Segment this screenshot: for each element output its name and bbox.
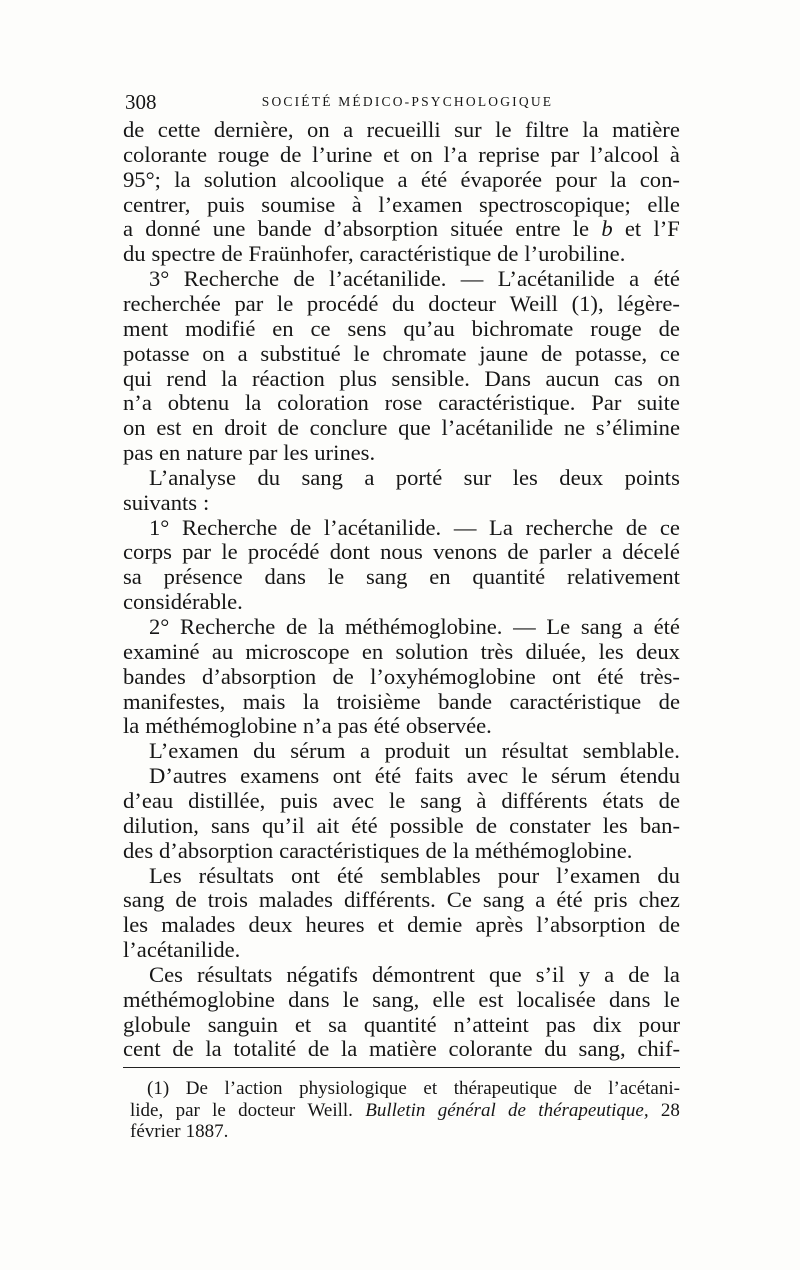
body-line: recherchée par le procédé du docteur Weill (1), légère- [123,290,680,316]
body-line: cent de la totalité de la matière colorante du sang, chif- [123,1036,680,1062]
body-line: bandes d’absorption de l’oxyhémoglobine ont été très- [123,663,680,689]
body-line: de cette dernière, on a recueilli sur le filtre la matière [123,117,680,142]
body-line: globule sanguin et sa quantité n’atteint pas dix pour [123,1011,680,1037]
body-line: d’eau distillée, puis avec le sang à différents états de [123,787,680,813]
body-line: sang de trois malades différents. Ce sang a été pris chez [123,887,680,913]
body-line: Ces résultats négatifs démontrent que s’il y a de la [149,961,680,987]
body-line: suivants : [123,489,210,515]
body-line: sa présence dans le sang en quantité relativement [123,564,680,590]
body-line: considérable. [123,589,243,615]
page-number: 308 [125,90,157,114]
body-line: corps par le procédé dont nous venons de parler a décelé [123,539,680,565]
body-line: dilution, sans qu’il ait été possible de constater les ban- [123,812,680,838]
footnote-rule [123,1067,680,1068]
body-line: qui rend la réaction plus sensible. Dans aucun cas on [123,365,680,391]
body-line: les malades deux heures et demie après l’absorption de [123,912,680,938]
body-line: 3° Recherche de l’acétanilide. — L’acétanilide a été [149,266,680,292]
footnote-line: lide, par le docteur Weill. Bulletin général de thérapeutique, 28 [130,1099,680,1121]
body-line: du spectre de Fraünhofer, caractéristique de l’urobiline. [123,241,626,267]
body-line: on est en droit de conclure que l’acétanilide ne s’élimine [123,415,680,441]
page-header [125,90,680,114]
running-title: SOCIÉTÉ MÉDICO-PSYCHOLOGIQUE [261,94,554,109]
body-line: méthémoglobine dans le sang, elle est localisée dans le [123,986,680,1012]
body-line: L’analyse du sang a porté sur les deux points [149,464,680,490]
footnote-line: (1) De l’action physiologique et thérapeutique de l’acétani- [147,1078,680,1099]
body-line: 2° Recherche de la méthémoglobine. — Le sang a été [149,614,680,639]
body-line: n’a obtenu la coloration rose caractéristique. Par suite [123,390,680,416]
footnote-line: février 1887. [130,1121,229,1142]
body-line: D’autres examens ont été faits avec le sérum étendu [149,763,680,789]
body-line: a donné une bande d’absorption située entre le b et l’F [123,216,680,242]
body-line: l’acétanilide. [123,937,241,963]
body-line: Les résultats ont été semblables pour l’examen du [149,862,680,888]
body-line: colorante rouge de l’urine et on l’a reprise par l’alcool à [123,141,680,167]
body-line: des d’absorption caractéristiques de la méthémoglobine. [123,837,633,863]
body-line: 95°; la solution alcoolique a été évaporée pour la con- [123,166,680,192]
body-line: ment modifié en ce sens qu’au bichromate rouge de [123,315,680,341]
body-line: centrer, puis soumise à l’examen spectroscopique; elle [123,191,680,217]
body-line: 1° Recherche de l’acétanilide. — La recherche de ce [149,514,680,540]
body-line: potasse on a substitué le chromate jaune de potasse, ce [123,340,680,366]
body-line: L’examen du sérum a produit un résultat semblable. [149,738,680,764]
body-line: la méthémoglobine n’a pas été observée. [123,713,492,739]
body-line: pas en nature par les urines. [123,440,376,466]
body-line: examiné au microscope en solution très diluée, les deux [123,638,680,664]
body-line: manifestes, mais la troisième bande caractéristique de [123,688,680,714]
